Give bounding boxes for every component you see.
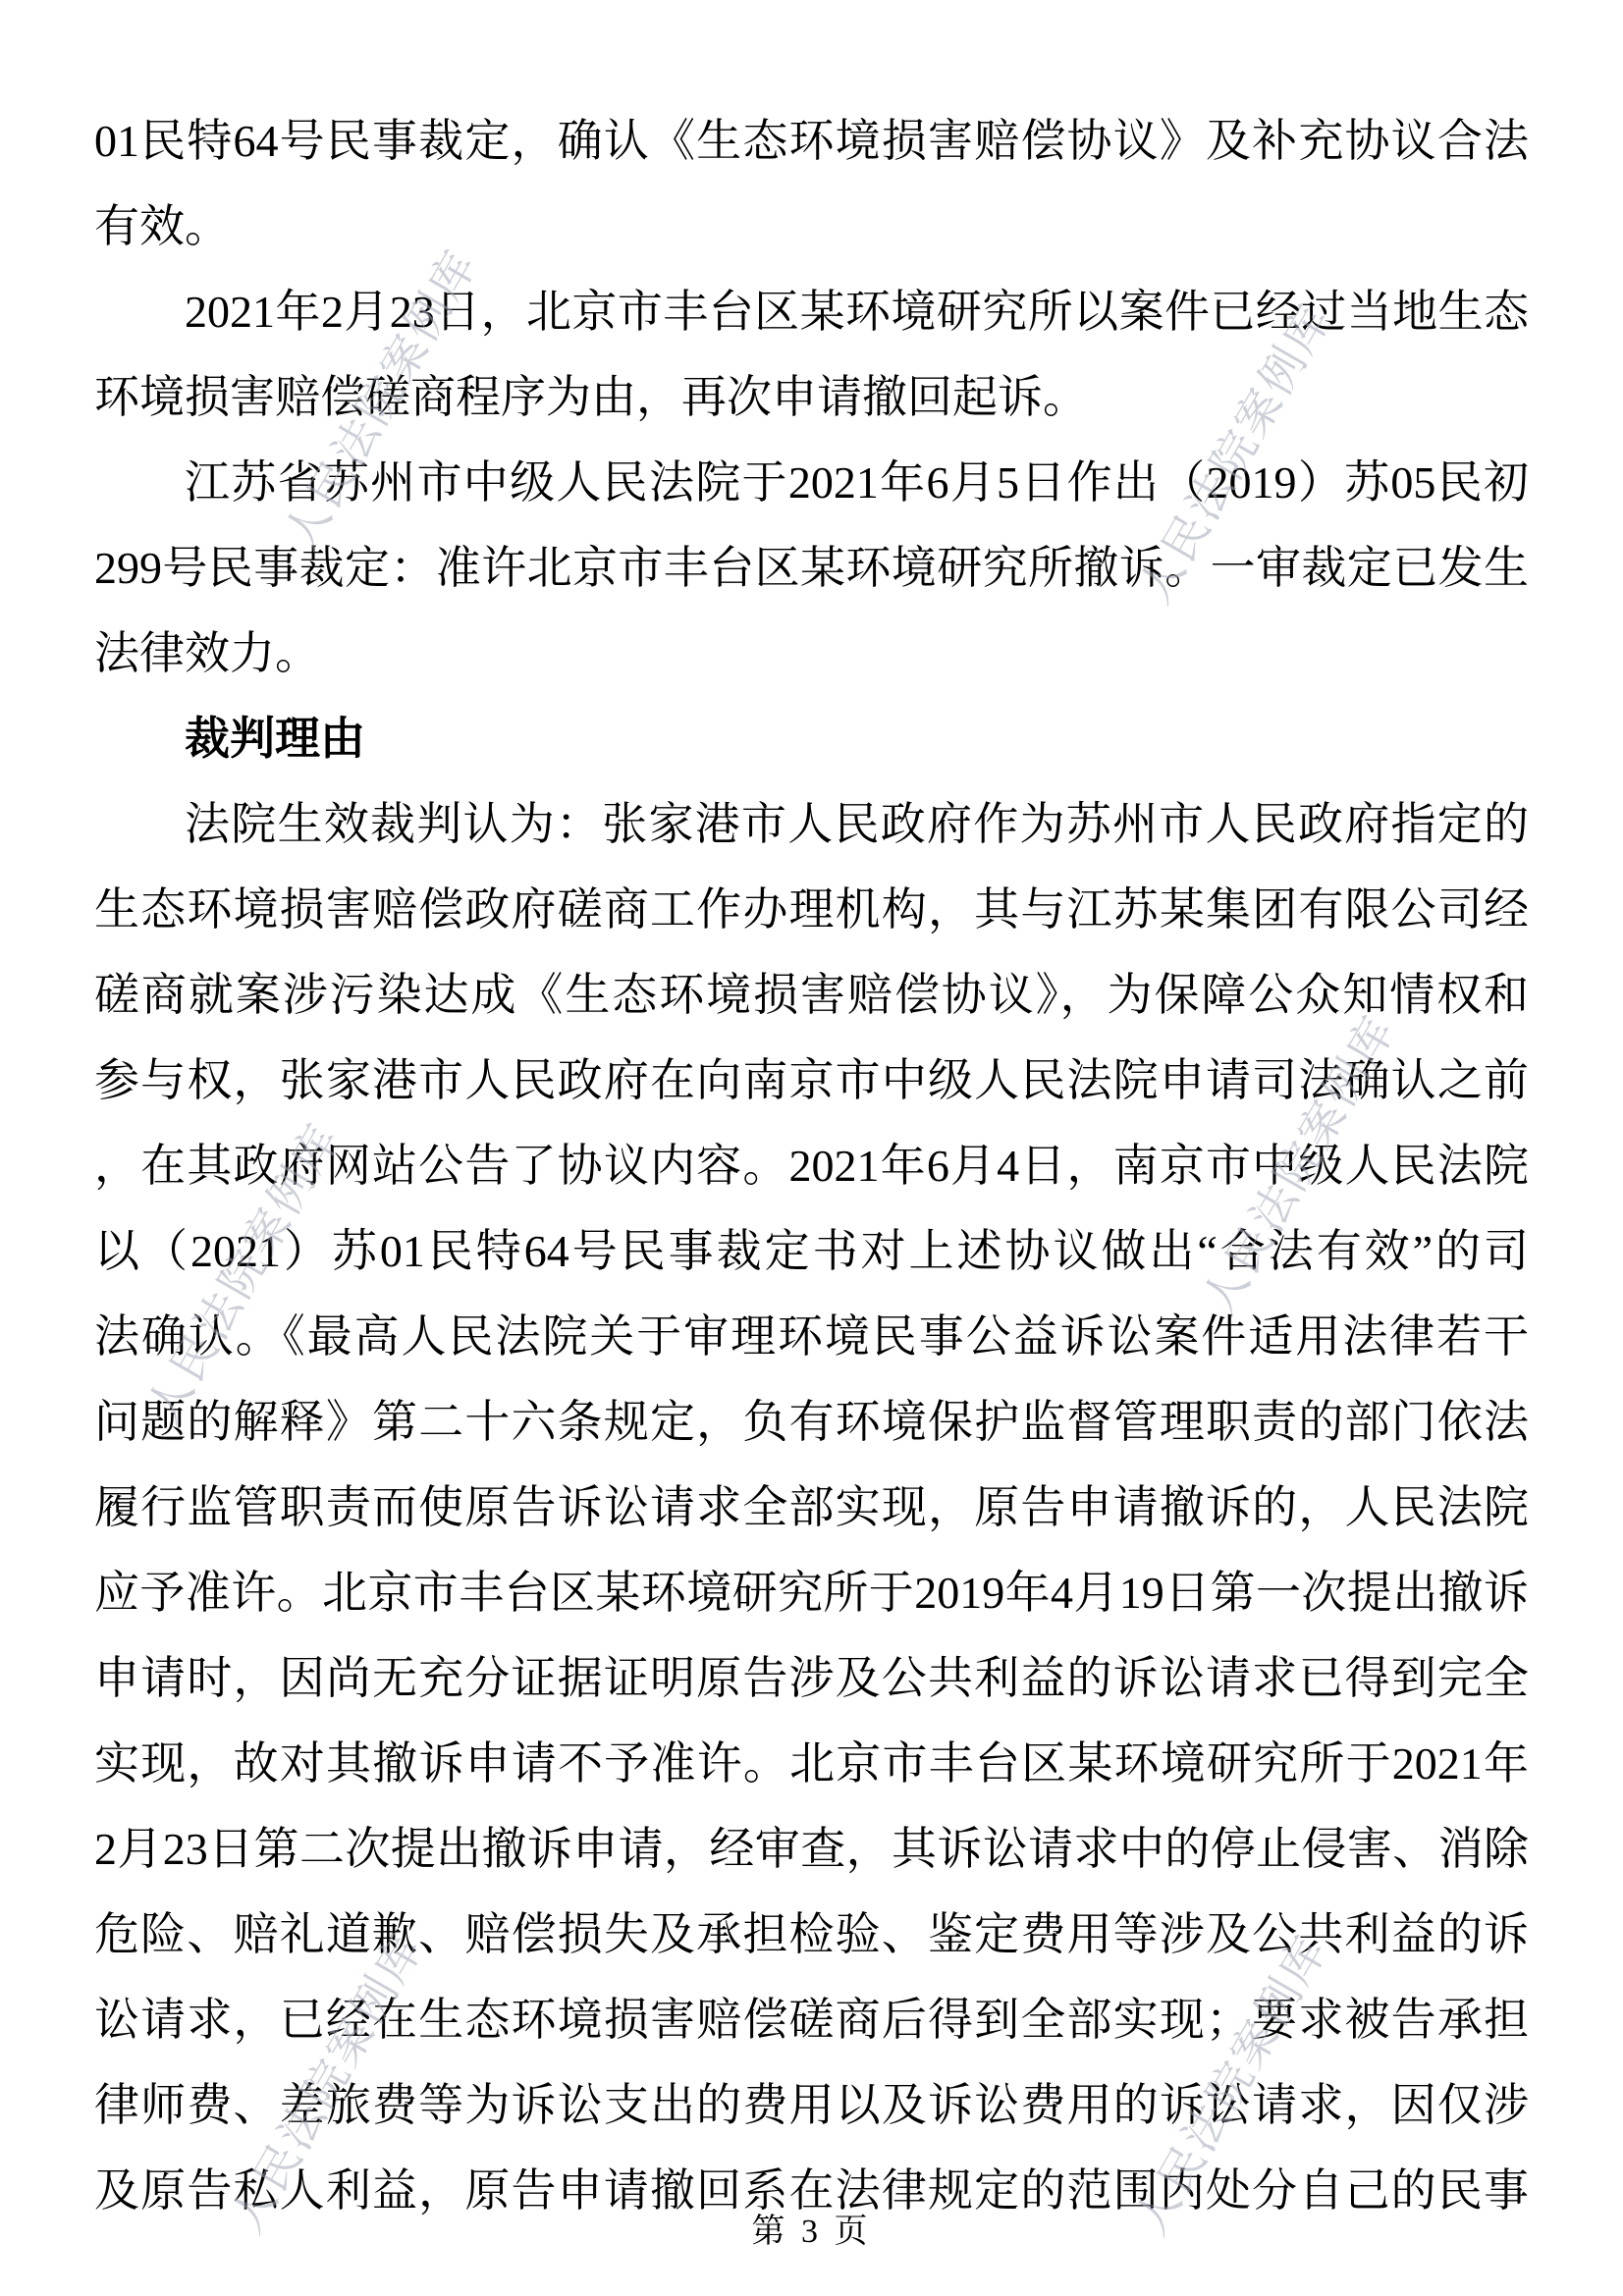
watermark-text: 人民法院案例库 — [1125, 1926, 1337, 2244]
text-line: 参与权，张家港市人民政府在向南京市中级人民法院申请司法确认之前 — [94, 1055, 1529, 1105]
text-line: 磋商就案涉污染达成《生态环境损害赔偿协议》，为保障公众知情权和 — [94, 970, 1529, 1020]
text-line: 生态环境损害赔偿政府磋商工作办理机构，其与江苏某集团有限公司经 — [94, 884, 1529, 934]
text-line: 江苏省苏州市中级人民法院于2021年6月5日作出（2019）苏05民初 — [185, 457, 1529, 507]
text-line: 危险、赔礼道歉、赔偿损失及承担检验、鉴定费用等涉及公共利益的诉 — [94, 1909, 1529, 1959]
text-line: 299号民事裁定：准许北京市丰台区某环境研究所撤诉。一审裁定已发生 — [94, 543, 1529, 593]
text-line: 法院生效裁判认为：张家港市人民政府作为苏州市人民政府指定的 — [185, 799, 1529, 849]
text-line: 律师费、差旅费等为诉讼支出的费用以及诉讼费用的诉讼请求，因仅涉 — [94, 2080, 1529, 2130]
text-line: 2月23日第二次提出撤诉申请，经审查，其诉讼请求中的停止侵害、消除 — [94, 1824, 1529, 1874]
text-line: 2021年2月23日，北京市丰台区某环境研究所以案件已经过当地生态 — [185, 287, 1529, 337]
page-number: 第 3 页 — [751, 2214, 872, 2250]
document-body — [94, 98, 1529, 2233]
text-line: 问题的解释》第二十六条规定，负有环境保护监督管理职责的部门依法 — [94, 1397, 1529, 1447]
text-line: 01民特64号民事裁定，确认《生态环境损害赔偿协议》及补充协议合法 — [94, 116, 1529, 166]
text-line: 环境损害赔偿磋商程序为由，再次申请撤回起诉。 — [94, 372, 1088, 422]
text-line: 应予准许。北京市丰台区某环境研究所于2019年4月19日第一次提出撤诉 — [94, 1568, 1529, 1618]
section-heading: 裁判理由 — [185, 713, 365, 764]
text-line: 讼请求，已经在生态环境损害赔偿磋商后得到全部实现；要求被告承担 — [94, 1995, 1529, 2045]
text-line: 及原告私人利益，原告申请撤回系在法律规定的范围内处分自己的民事 — [94, 2165, 1529, 2216]
text-line: ，在其政府网站公告了协议内容。2021年6月4日，南京市中级人民法院 — [94, 1141, 1529, 1191]
text-line: 有效。 — [94, 201, 230, 251]
text-line: 法律效力。 — [94, 628, 320, 678]
text-line: 履行监管职责而使原告诉讼请求全部实现，原告申请撤诉的，人民法院 — [94, 1482, 1529, 1532]
text-line: 法确认。《最高人民法院关于审理环境民事公益诉讼案件适用法律若干 — [94, 1311, 1529, 1362]
watermark-text: 人民法院案例库 — [137, 1114, 350, 1432]
watermark-text: 人民法院案例库 — [275, 240, 487, 559]
watermark-text: 人民法院案例库 — [1129, 294, 1341, 613]
watermark-text: 人民法院案例库 — [221, 1924, 433, 2242]
text-line: 申请时，因尚无充分证据证明原告涉及公共利益的诉讼请求已得到完全 — [94, 1653, 1529, 1703]
watermark-text: 人民法院案例库 — [1193, 1006, 1405, 1324]
text-line: 以（2021）苏01民特64号民事裁定书对上述协议做出“合法有效”的司 — [94, 1226, 1529, 1276]
text-line: 实现，故对其撤诉申请不予准许。北京市丰台区某环境研究所于2021年 — [94, 1738, 1529, 1789]
